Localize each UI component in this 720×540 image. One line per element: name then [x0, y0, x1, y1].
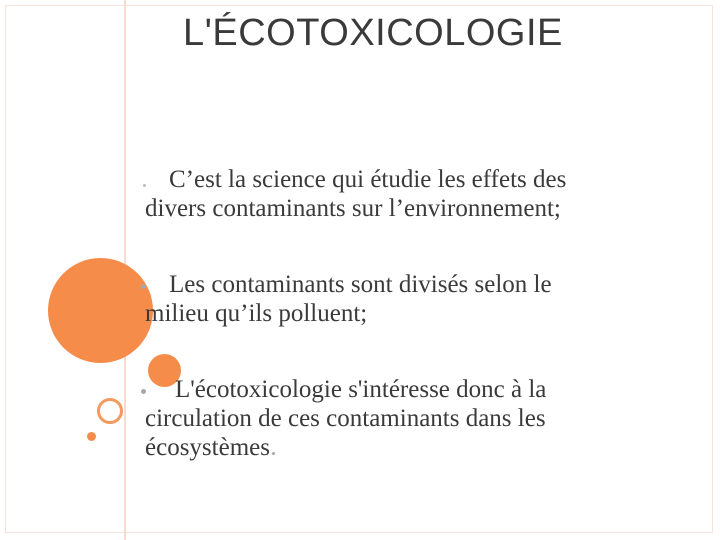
bullet-item: [145, 375, 705, 462]
bullet-list: [145, 165, 705, 462]
bullet-dot-icon: [143, 184, 146, 187]
bullet-item: [145, 165, 705, 223]
orange-circle-tiny: [87, 432, 96, 441]
slide-title: L'ÉCOTOXICOLOGIE: [183, 12, 563, 54]
bullet-text-line: circulation de ces contaminants dans les: [145, 405, 546, 432]
bullet-text-line: écosystèmes: [145, 434, 270, 461]
bullet-text-line: Les contaminants sont divisés selon le: [169, 271, 552, 298]
bullet-text-line: C’est la science qui étudie les effets des: [169, 166, 567, 193]
bullet-item: [145, 270, 705, 328]
bullet-text-line: divers contaminants sur l’environnement;: [145, 195, 561, 222]
orange-ring-small: [97, 398, 123, 424]
trailing-dot-icon: [272, 452, 275, 455]
orange-circle-large: [48, 258, 153, 363]
bullet-text-line: L'écotoxicologie s'intéresse donc à la: [175, 376, 547, 403]
bullet-dot-icon: [141, 284, 146, 289]
bullet-text-line: milieu qu’ils polluent;: [145, 300, 368, 327]
bullet-dot-icon: [141, 389, 146, 394]
